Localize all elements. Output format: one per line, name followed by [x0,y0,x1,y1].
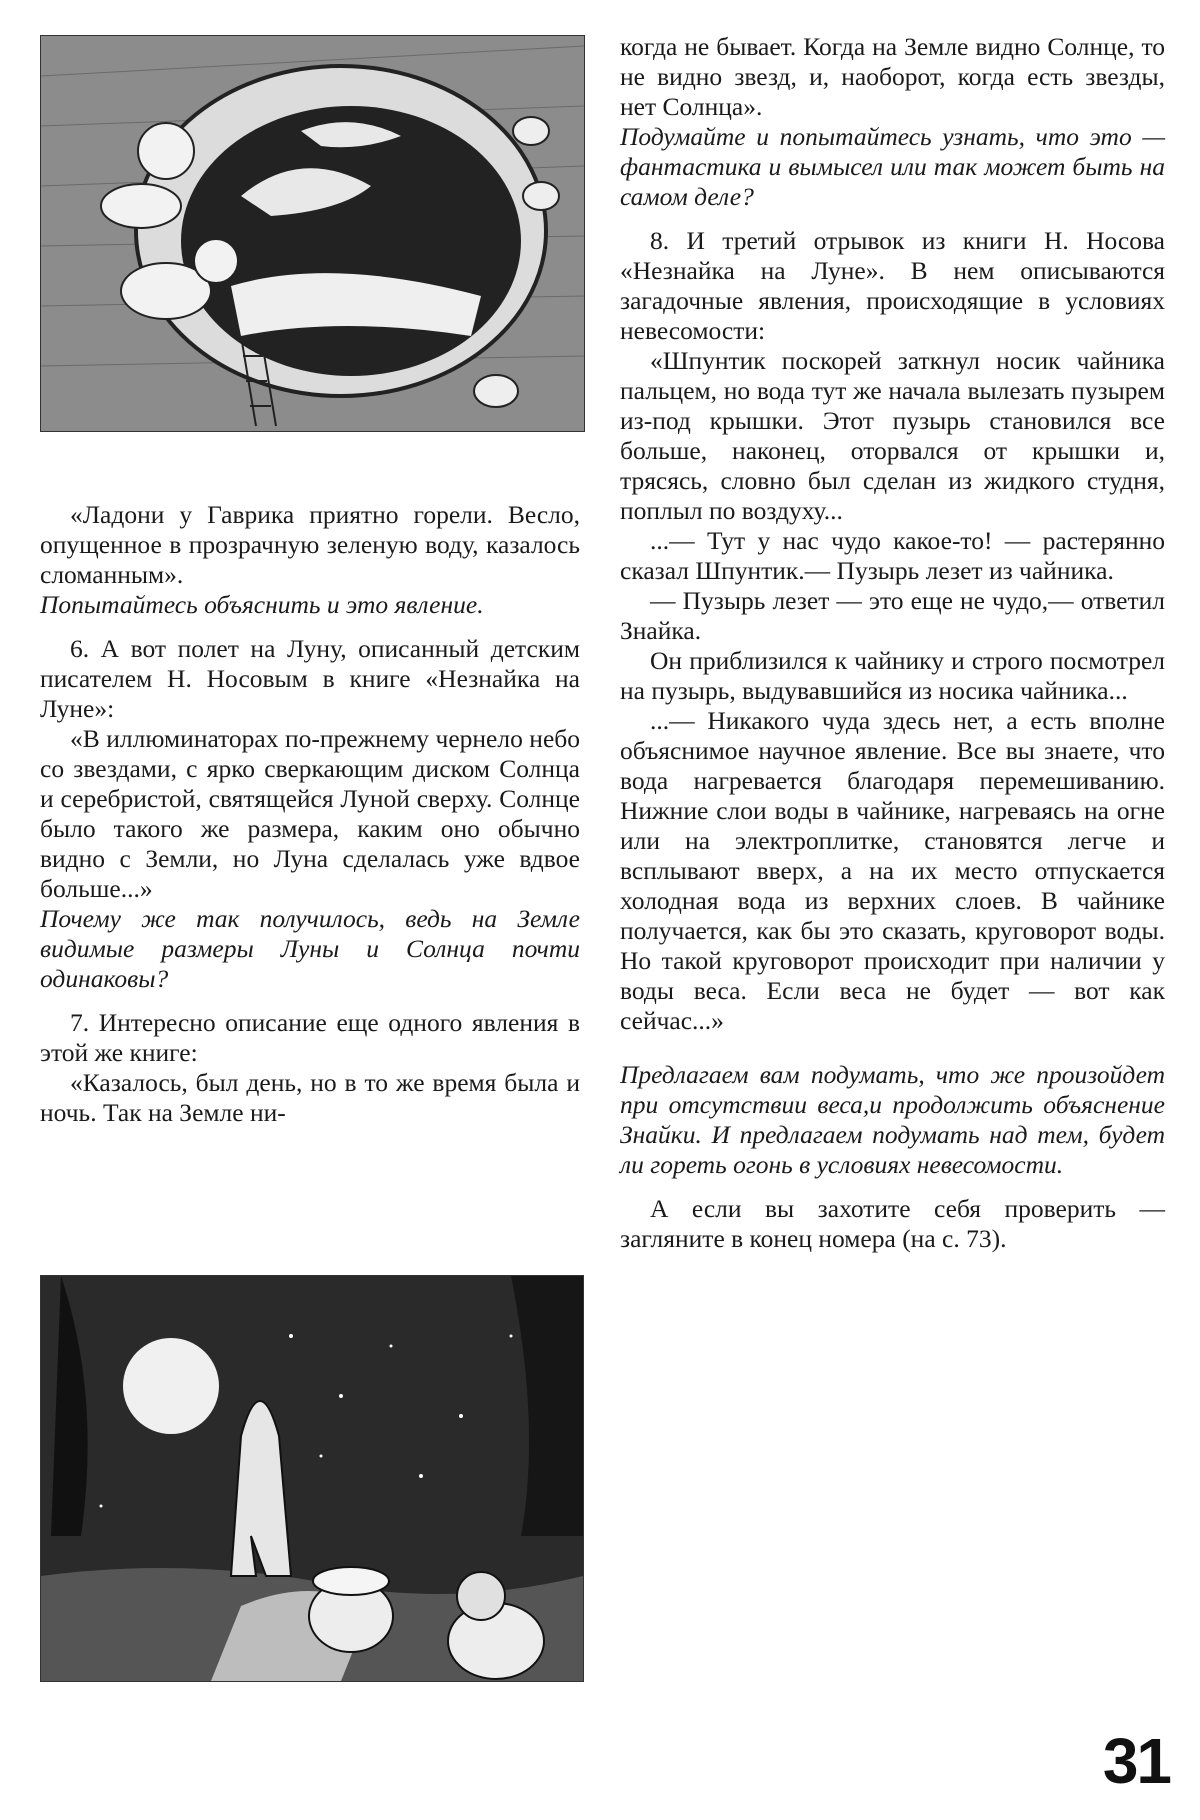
porthole-drawing [41,36,584,431]
page-number: 31 [1102,1725,1170,1797]
moon-rocket-drawing [41,1276,583,1681]
right-paragraph-8: А если вы захотите себя проверить — загляните в конец номера (на с. 73). [620,1194,1165,1253]
left-text-column [40,500,580,1128]
right-paragraph-7: ...— Никакого чуда здесь нет, а есть вполне объяснимое научное явление. Все вы знаете, что вода нагревается благодаря перемешиванию. Нижние слои воды в чайнике, нагреваясь на огне или на электроплитке, становятся легче и всплывают вверх, а на их место отпускается холодная вода из верхних слоев. В чайнике получается, как бы это сказать, круговорот воды. Но такой круговорот происходит при наличии у воды веса. Если веса не будет — вот как сейчас...» [620,706,1165,1035]
left-paragraph-4: 7. Интересно описание еще одного явления в этой же книге: [40,1008,580,1067]
right-paragraph-2: 8. И третий отрывок из книги Н. Носова «Незнайка на Луне». В нем описываются загадочные явления, происходящие в условиях невесомости: [620,226,1165,345]
right-paragraph-1: когда не бывает. Когда на Земле видно Солнце, то не видно звезд, и, наоборот, когда есть звезды, нет Солнца». [620,32,1165,121]
right-paragraph-6: Он приблизился к чайнику и строго посмотрел на пузырь, выдувавшийся из носика чайника... [620,646,1165,705]
left-paragraph-2: 6. А вот полет на Луну, описанный детским писателем Н. Носовым в книге «Незнайка на Луне»: [40,634,580,723]
left-paragraph-5: «Казалось, был день, но в то же время была и ночь. Так на Земле ни- [40,1068,580,1127]
left-paragraph-3: «В иллюминаторах по-прежнему чернело небо со звездами, с ярко сверкающим диском Солнца и серебристой, святящейся Луной сверху. Солнце было такого же размера, каким оно обычно видно с Земли, но Луна сделалась уже вдвое больше...» [40,724,580,903]
right-text-column [620,32,1165,1254]
right-question-1: Подумайте и попытайтесь узнать, что это — фантастика и вымысел или так может быть на самом деле? [620,122,1165,211]
spaceship-porthole-illustration [40,35,585,432]
left-paragraph-1: «Ладони у Гаврика приятно горели. Весло, опущенное в прозрачную зеленую воду, казалось сломанным». [40,500,580,589]
left-question-1: Попытайтесь объяснить и это явление. [40,590,484,619]
left-question-2: Почему же так получилось, ведь на Земле видимые размеры Луны и Солнца почти одинаковы? [40,904,580,993]
right-paragraph-5: — Пузырь лезет — это еще не чудо,— ответил Знайка. [620,586,1165,645]
moon-rocket-night-illustration [40,1275,584,1682]
right-question-2: Предлагаем вам подумать, что же произойдет при отсутствии веса,и продолжить объяснение Знайки. И предлагаем подумать над тем, будет ли гореть огонь в условиях невесомости. [620,1060,1165,1179]
right-paragraph-3: «Шпунтик поскорей заткнул носик чайника пальцем, но вода тут же начала вылезать пузырем из-под крышки. Этот пузырь становился все больше, наконец, оторвался от крышки и, трясясь, словно был сделан из жидкого студня, поплыл по воздуху... [620,346,1165,525]
right-paragraph-4: ...— Тут у нас чудо какое-то! — растерянно сказал Шпунтик.— Пузырь лезет из чайника. [620,526,1165,585]
